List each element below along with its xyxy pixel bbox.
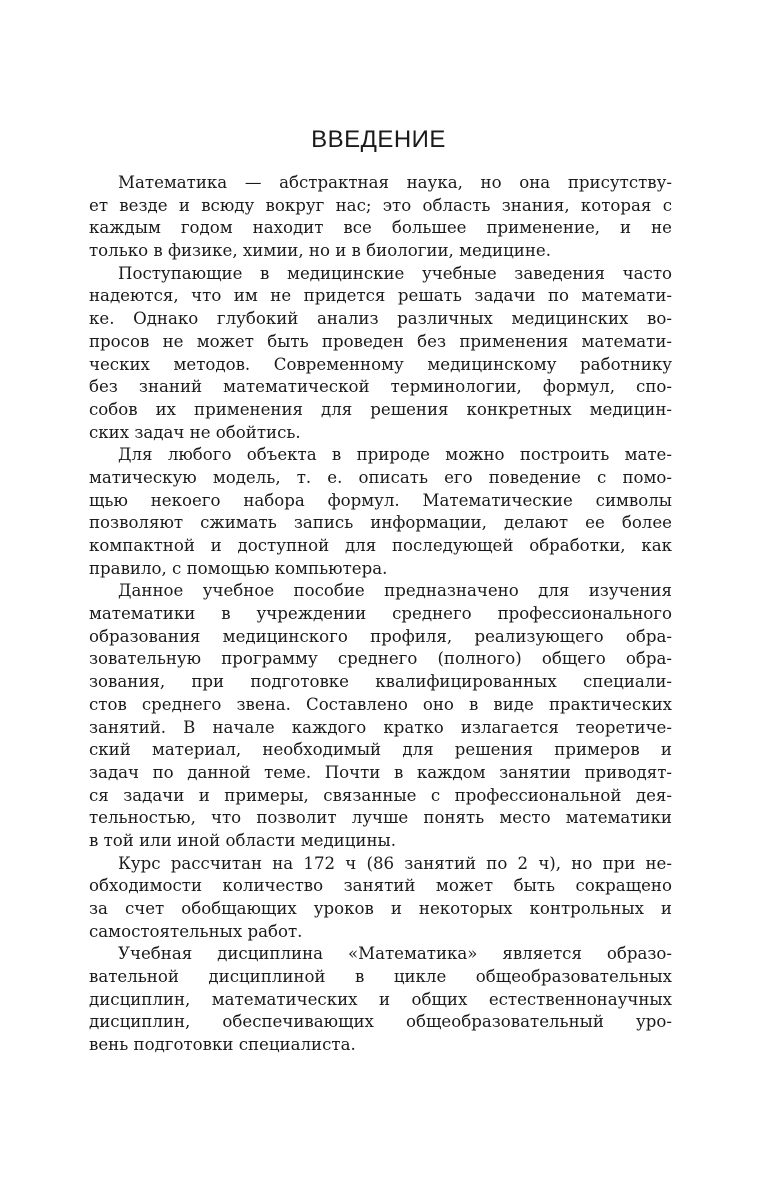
text-line: математики в учреждении среднего профессионального xyxy=(89,604,672,624)
text-line: позволяют сжимать запись информации, делают ее более xyxy=(89,513,672,533)
text-line: ческих методов. Современному медицинскому работнику xyxy=(89,354,672,374)
text-line: занятий. В начале каждого кратко излагается теоретиче- xyxy=(89,717,672,737)
text-line: Учебная дисциплина «Математика» является образо- xyxy=(118,944,672,964)
text-line: просов не может быть проведен без применения математи- xyxy=(89,331,672,351)
paragraph xyxy=(89,263,672,445)
text-line: дисциплин, математических и общих естественнонаучных xyxy=(89,989,672,1009)
text-line: только в физике, химии, но и в биологии, медицине. xyxy=(89,241,551,261)
text-line: матическую модель, т. е. описать его поведение с помо- xyxy=(89,467,672,487)
body-text xyxy=(89,172,672,1057)
text-line: компактной и доступной для последующей обработки, как xyxy=(89,536,672,555)
text-line: самостоятельных работ. xyxy=(89,921,303,941)
text-line: ке. Однако глубокий анализ различных медицинских во- xyxy=(89,309,672,329)
text-line: собов их применения для решения конкретных медицин- xyxy=(89,399,672,419)
paragraph xyxy=(89,853,672,944)
text-line: ся задачи и примеры, связанные с профессиональной дея- xyxy=(89,785,672,805)
text-line: щью некоего набора формул. Математические символы xyxy=(89,490,672,510)
text-line: зовательную программу среднего (полного) общего обра- xyxy=(89,649,672,669)
text-line: обходимости количество занятий может быть сокращено xyxy=(89,876,672,896)
paragraph xyxy=(89,580,672,852)
page-title: ВВЕДЕНИЕ xyxy=(311,126,446,153)
text-line: дисциплин, обеспечивающих общеобразовательный уро- xyxy=(89,1012,672,1032)
text-line: Математика — абстрактная наука, но она присутству- xyxy=(118,173,672,192)
text-line: образования медицинского профиля, реализующего обра- xyxy=(89,626,672,646)
text-line: вательной дисциплиной в цикле общеобразовательных xyxy=(89,967,672,987)
text-line: стов среднего звена. Составлено оно в виде практических xyxy=(89,694,672,714)
text-line: ский материал, необходимый для решения примеров и xyxy=(89,740,672,760)
paragraph xyxy=(89,943,672,1056)
text-line: зования, при подготовке квалифицированных специали- xyxy=(89,672,672,692)
text-line: Курс рассчитан на 172 ч (86 занятий по 2 ч), но при не- xyxy=(118,853,672,873)
text-line: Данное учебное пособие предназначено для изучения xyxy=(118,581,672,601)
text-line: правило, с помощью компьютера. xyxy=(89,558,388,578)
text-line: надеются, что им не придется решать задачи по математи- xyxy=(89,286,672,306)
text-line: каждым годом находит все большее применение, и не xyxy=(89,218,672,238)
text-line: ских задач не обойтись. xyxy=(89,422,301,442)
text-line: ет везде и всюду вокруг нас; это область знания, которая с xyxy=(89,195,672,215)
text-line: Поступающие в медицинские учебные заведения часто xyxy=(118,263,672,283)
text-line: за счет обобщающих уроков и некоторых контрольных и xyxy=(89,899,672,918)
text-line: задач по данной теме. Почти в каждом занятии приводят- xyxy=(89,762,672,782)
text-line: вень подготовки специалиста. xyxy=(89,1035,356,1055)
paragraph xyxy=(89,444,672,580)
paragraph xyxy=(89,172,672,263)
text-line: без знаний математической терминологии, формул, спо- xyxy=(89,377,672,397)
text-line: Для любого объекта в природе можно построить мате- xyxy=(118,445,672,465)
text-line: в той или иной области медицины. xyxy=(89,830,397,850)
text-line: тельностью, что позволит лучше понять место математики xyxy=(89,808,672,828)
